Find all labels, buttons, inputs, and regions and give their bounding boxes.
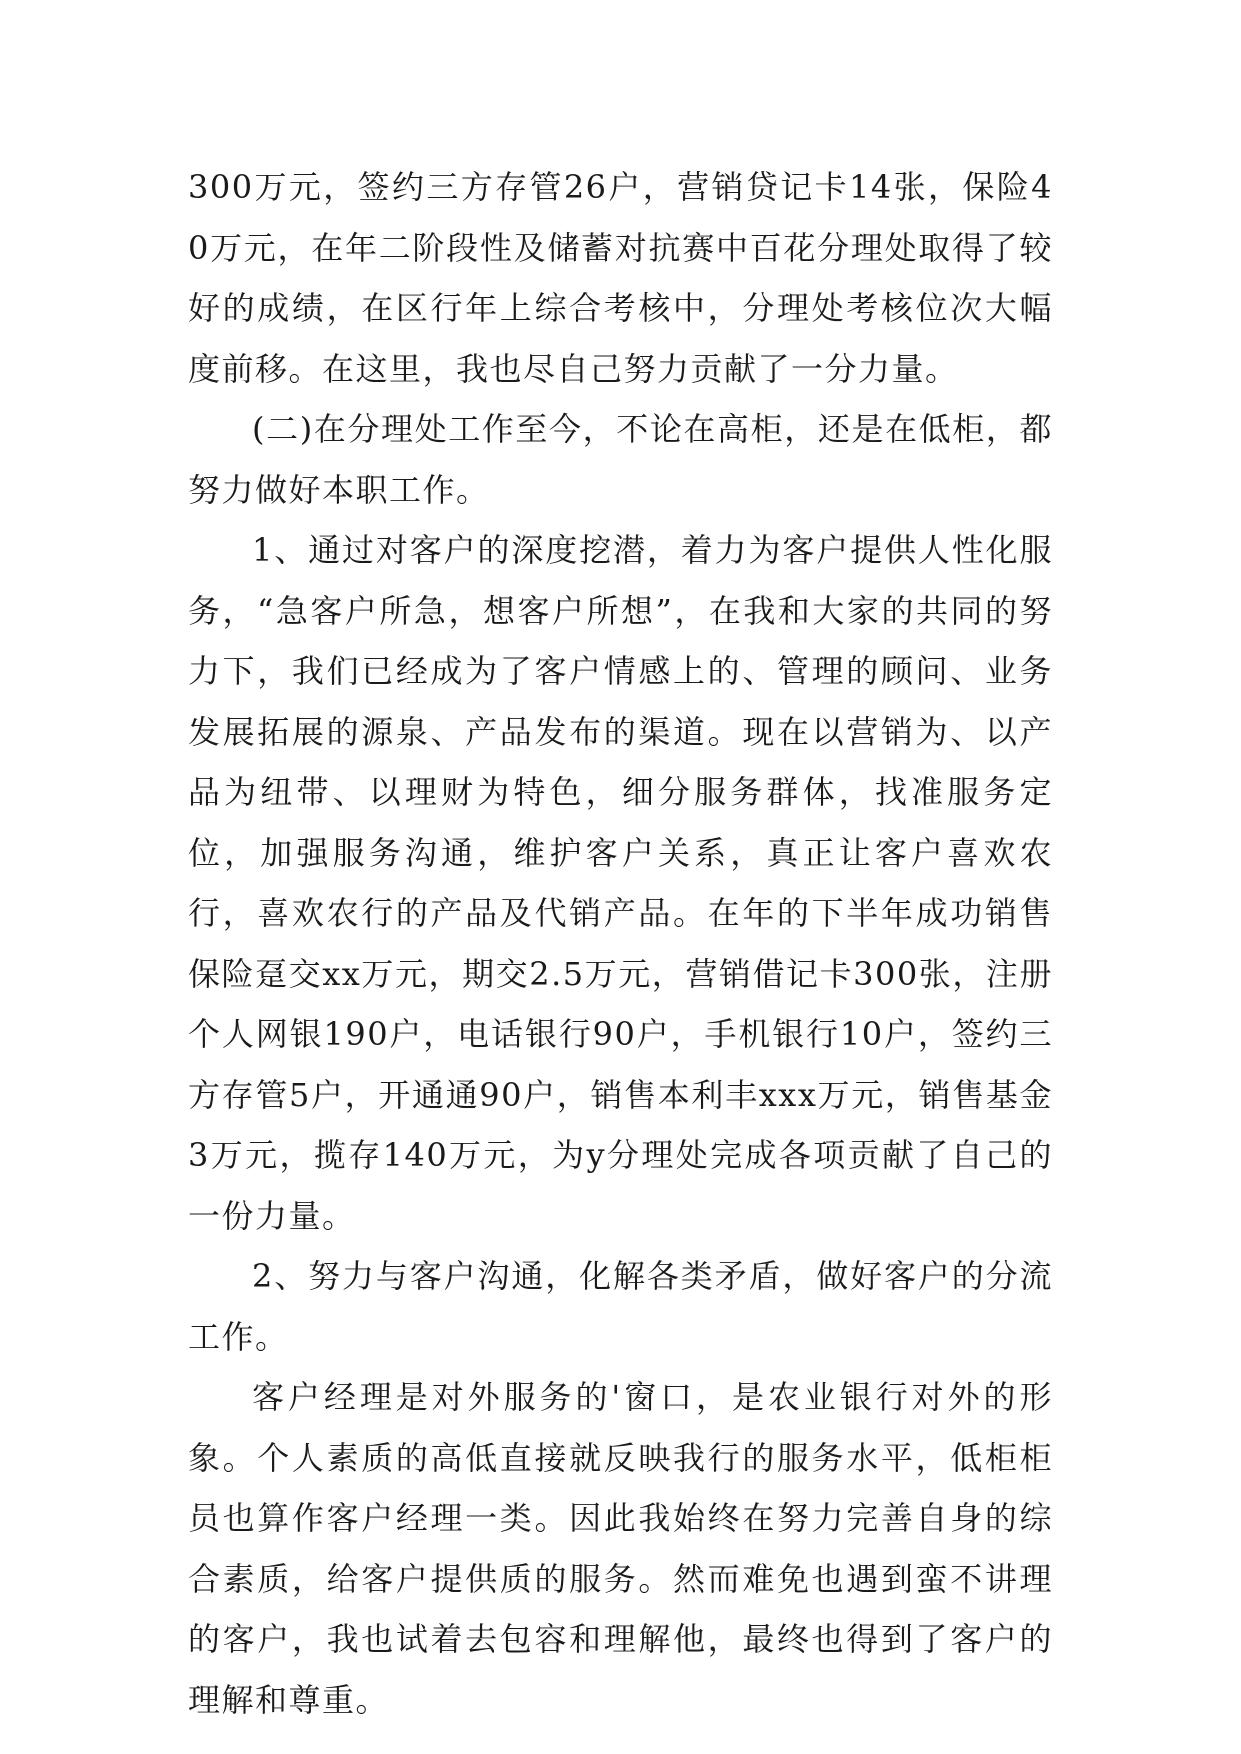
paragraph-1: 300万元，签约三方存管26户，营销贷记卡14张，保险40万元，在年二阶段性及储蓄对抗赛中百花分理处取得了较好的成绩，在区行年上综合考核中，分理处考核位次大幅度前移。在这里，我也尽自己努力贡献了一分力量。 [188, 168, 1053, 388]
paragraph-5: 客户经理是对外服务的'窗口，是农业银行对外的形象。个人素质的高低直接就反映我行的服务水平，低柜柜员也算作客户经理一类。因此我始终在努力完善自身的综合素质，给客户提供质的服务。然而难免也遇到蛮不讲理的客户，我也试着去包容和理解他，最终也得到了客户的理解和尊重。 [188, 1378, 1053, 1719]
document-body [188, 157, 1053, 1730]
paragraph-4: 2、努力与客户沟通，化解各类矛盾，做好客户的分流工作。 [188, 1257, 1053, 1356]
paragraph-2: (二)在分理处工作至今，不论在高柜，还是在低柜，都努力做好本职工作。 [188, 410, 1053, 509]
paragraph-3: 1、通过对客户的深度挖潜，着力为客户提供人性化服务，“急客户所急，想客户所想”，在我和大家的共同的努力下，我们已经成为了客户情感上的、管理的顾问、业务发展拓展的源泉、产品发布的渠道。现在以营销为、以产品为纽带、以理财为特色，细分服务群体，找准服务定位，加强服务沟通，维护客户关系，真正让客户喜欢农行，喜欢农行的产品及代销产品。在年的下半年成功销售保险趸交xx万元，期交2.5万元，营销借记卡300张，注册个人网银190户，电话银行90户，手机银行10户，签约三方存管5户，开通通90户，销售本利丰xxx万元，销售基金3万元，揽存140万元，为y分理处完成各项贡献了自己的一份力量。 [188, 531, 1053, 1235]
